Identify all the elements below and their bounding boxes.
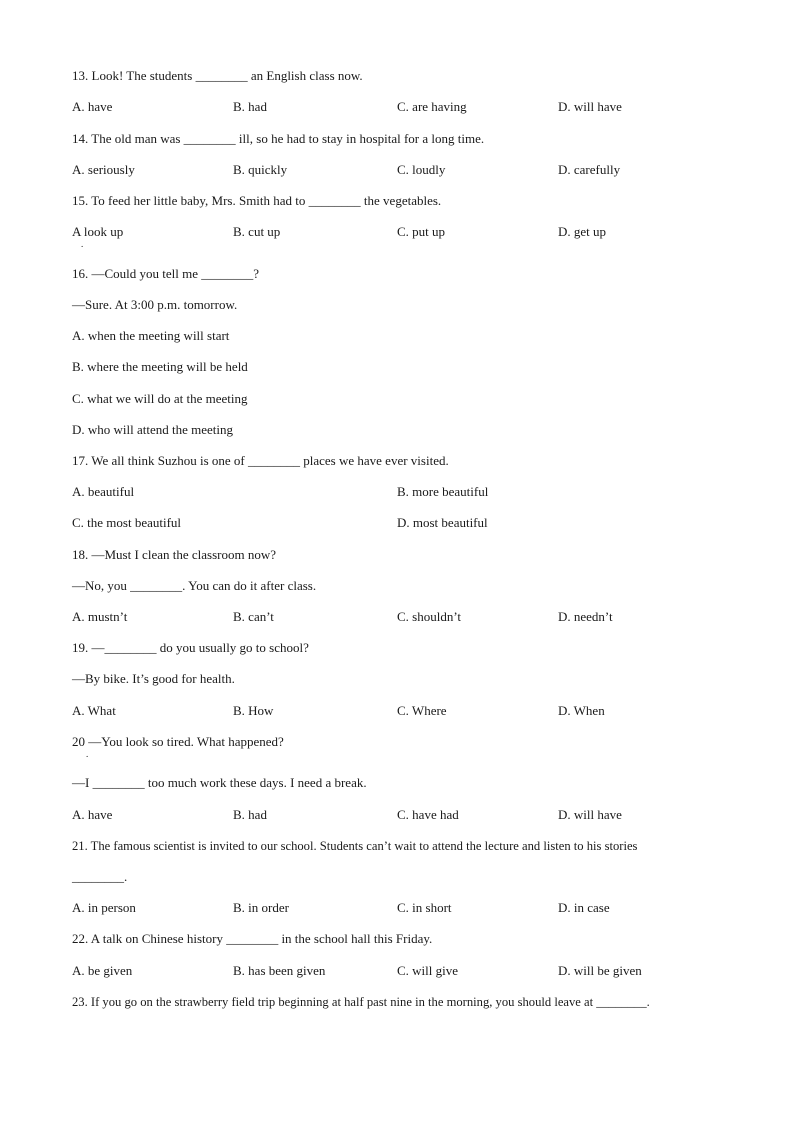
option-a: A. have <box>72 807 113 822</box>
option-d: D. get up <box>558 224 607 239</box>
option-b: B. had <box>233 99 267 114</box>
option-a: A look up <box>72 224 124 239</box>
option-c: C. have had <box>397 807 459 822</box>
question-19-reply: —By bike. It’s good for health. <box>72 671 235 686</box>
option-b: B. in order <box>233 900 289 915</box>
option-a: A. mustn’t <box>72 609 128 624</box>
question-21-options <box>72 900 732 916</box>
option-b: B. quickly <box>233 162 288 177</box>
question-21-blank: ________. <box>72 869 128 884</box>
option-d: D. most beautiful <box>397 515 488 530</box>
question-16-option-a: A. when the meeting will start <box>72 328 230 343</box>
question-13-stem: 13. Look! The students ________ an English class now. <box>72 68 363 83</box>
option-b: B. has been given <box>233 963 326 978</box>
question-15-stem: 15. To feed her little baby, Mrs. Smith had to ________ the vegetables. <box>72 193 442 208</box>
question-22-stem: 22. A talk on Chinese history ________ in the school hall this Friday. <box>72 931 433 946</box>
question-13-options <box>72 99 732 115</box>
option-b: B. cut up <box>233 224 281 239</box>
option-b: B. How <box>233 703 274 718</box>
question-20-options <box>72 807 732 823</box>
option-b: B. had <box>233 807 267 822</box>
option-a: A. be given <box>72 963 133 978</box>
option-c: C. shouldn’t <box>397 609 462 624</box>
option-a: A. What <box>72 703 116 718</box>
question-16-option-c: C. what we will do at the meeting <box>72 391 248 406</box>
option-d: D. will have <box>558 807 622 822</box>
question-20-stem: 20 —You look so tired. What happened? <box>72 734 284 749</box>
option-d: D. When <box>558 703 605 718</box>
option-c: C. are having <box>397 99 467 114</box>
question-18-stem: 18. —Must I clean the classroom now? <box>72 547 276 562</box>
option-c: C. will give <box>397 963 459 978</box>
option-a: A. have <box>72 99 113 114</box>
option-a: A. in person <box>72 900 136 915</box>
option-c: C. in short <box>397 900 452 915</box>
question-16-reply: —Sure. At 3:00 p.m. tomorrow. <box>72 297 238 312</box>
option-d: D. in case <box>558 900 610 915</box>
stray-dot-mark: . <box>86 749 89 759</box>
question-14-stem: 14. The old man was ________ ill, so he had to stay in hospital for a long time. <box>72 131 485 146</box>
option-b: B. more beautiful <box>397 484 489 499</box>
question-18-options <box>72 609 732 625</box>
question-16-option-d: D. who will attend the meeting <box>72 422 234 437</box>
option-d: D. will have <box>558 99 622 114</box>
option-b: B. can’t <box>233 609 274 624</box>
question-19-stem: 19. —________ do you usually go to school? <box>72 640 309 655</box>
question-22-options <box>72 963 732 979</box>
option-c: C. put up <box>397 224 446 239</box>
option-c: C. loudly <box>397 162 446 177</box>
option-c: C. Where <box>397 703 447 718</box>
option-a: A. beautiful <box>72 484 135 499</box>
question-16-option-b: B. where the meeting will be held <box>72 359 248 374</box>
option-a: A. seriously <box>72 162 135 177</box>
option-c: C. the most beautiful <box>72 515 182 530</box>
question-23-stem: 23. If you go on the strawberry field trip beginning at half past nine in the morning, you should leave at ________. <box>72 995 650 1009</box>
question-21-stem: 21. The famous scientist is invited to our school. Students can’t wait to attend the lecture and listen to his stories <box>72 839 638 853</box>
option-d: D. will be given <box>558 963 642 978</box>
question-14-options <box>72 162 732 178</box>
stray-dot-mark: . <box>81 239 84 249</box>
question-18-reply: —No, you ________. You can do it after class. <box>72 578 317 593</box>
question-16-stem: 16. —Could you tell me ________? <box>72 266 260 281</box>
option-d: D. carefully <box>558 162 621 177</box>
question-19-options <box>72 703 732 719</box>
question-17-options-row-1 <box>72 484 732 500</box>
option-d: D. needn’t <box>558 609 613 624</box>
question-20-reply: —I ________ too much work these days. I need a break. <box>72 775 367 790</box>
question-17-stem: 17. We all think Suzhou is one of ________ places we have ever visited. <box>72 453 449 468</box>
question-17-options-row-2 <box>72 515 732 531</box>
question-15-options <box>72 224 732 240</box>
